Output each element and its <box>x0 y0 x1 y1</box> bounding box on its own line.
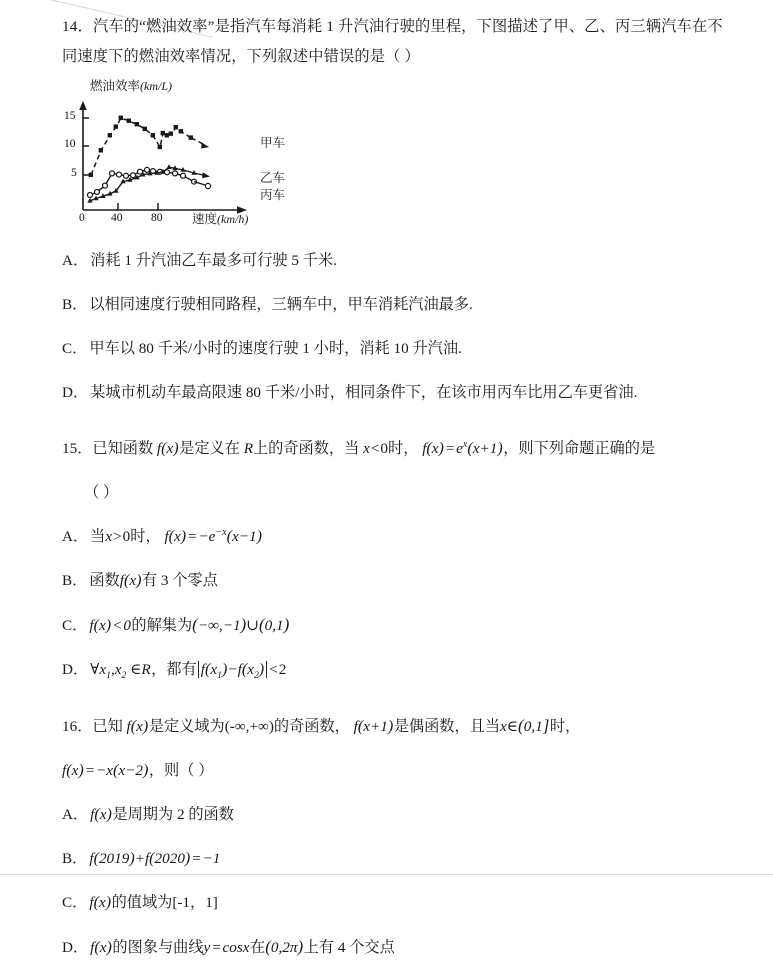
condition-x-lt-0: x<0 <box>363 440 389 457</box>
question-15-stem-line1 <box>62 434 762 464</box>
question-15-mid3: 时， <box>388 440 419 457</box>
question-16-mid2: 的奇函数， <box>273 718 350 735</box>
x-tick-label-40: 40 <box>111 212 123 224</box>
fx-symbol: f(x) <box>126 718 149 735</box>
series-bing-markers <box>88 167 197 197</box>
option-c-post: 的值域为 <box>111 894 173 911</box>
x-axis-caption-main: 速度 <box>192 212 218 226</box>
option-d-curve: y=cosx <box>203 939 250 956</box>
option-c-mid: 的解集为 <box>131 617 193 634</box>
question-16-x-range: x∈(0,1] <box>500 716 550 735</box>
option-a-formula: $f(x)=-e^{-x}(x-1)$ <box>164 526 262 545</box>
option-c-range: [-1，1] <box>172 894 218 911</box>
option-d-mid: 都有 <box>166 661 197 678</box>
question-16-option-a[interactable] <box>62 800 762 830</box>
x-axis-caption-unit: (km/h) <box>217 212 249 226</box>
fx-symbol: f(x) <box>90 939 112 956</box>
domain-R-symbol: R <box>243 440 253 457</box>
question-15-mid2: 上的奇函数，当 <box>252 440 360 457</box>
question-15-option-a[interactable] <box>62 522 762 552</box>
option-b-post: 有 3 个零点 <box>141 572 218 589</box>
option-c-label: C． <box>62 617 88 634</box>
y-axis-ticks <box>83 118 89 175</box>
question-16-prefix: 16．已知 <box>62 718 123 735</box>
option-a-post: 是周期为 2 的函数 <box>112 806 234 823</box>
fx-symbol: f(x) <box>89 894 112 911</box>
y-tick-label-10: 10 <box>64 138 76 150</box>
question-14-stem-line1: 14．汽车的“燃油效率”是指汽车每消耗 1 升汽油行驶的里程，下图描述了甲、乙、丙三辆汽车在不 <box>62 18 723 35</box>
question-16-tail[interactable]: ，则（ ） <box>148 762 214 779</box>
question-16-option-c[interactable] <box>62 888 762 918</box>
option-a-label: A． <box>62 252 89 269</box>
option-b-label: B． <box>62 296 88 313</box>
option-d-text: 某城市机动车最高限速 80 千米/小时，相同条件下，在该市用丙车比用乙车更省油. <box>90 384 638 401</box>
question-16-mid3: 是偶函数，且当 <box>393 718 501 735</box>
question-15-mid1: 是定义在 <box>179 440 240 457</box>
page-bottom-rule <box>0 874 773 875</box>
option-a-condition: x>0 <box>105 528 131 545</box>
question-15-option-c[interactable] <box>62 610 762 641</box>
question-15-option-d[interactable]: D． $\forall x_1,x_2$ ∈R，都有 $f(x_1)-f(x_2) <2$ <box>62 661 287 682</box>
option-b-label: B． <box>62 572 88 589</box>
option-b-label: B． <box>62 850 88 867</box>
x-axis-ticks <box>118 203 158 210</box>
y-tick-label-5: 5 <box>71 167 77 179</box>
option-b-text: 以相同速度行驶相同路程，三辆车中，甲车消耗汽油最多. <box>89 296 473 313</box>
option-d-label: D． <box>62 384 89 401</box>
question-16-option-b[interactable] <box>62 844 762 874</box>
option-d-label: D． <box>62 939 89 956</box>
option-a-label: A． <box>62 806 89 823</box>
fuel-efficiency-chart <box>62 76 352 228</box>
option-d-at: 在 <box>250 939 266 956</box>
option-d-abs-expr: $f(x_1)-f(x_2)$ <box>198 661 267 678</box>
question-14-option-d[interactable] <box>62 378 762 408</box>
option-d-label: D． <box>62 661 89 678</box>
chart-title-unit: (km/L) <box>140 79 173 93</box>
question-14-option-a[interactable] <box>62 246 762 276</box>
option-a-label: A． <box>62 528 89 545</box>
question-14-option-c[interactable] <box>62 334 762 364</box>
question-14 <box>62 12 762 72</box>
option-c-text: 甲车以 80 千米/小时的速度行驶 1 小时，消耗 10 升汽油. <box>89 340 462 357</box>
question-14-stem-line2: 同速度下的燃油效率情况，下列叙述中错误的是（ ） <box>62 48 420 65</box>
question-16-stem-line1 <box>62 711 762 742</box>
x-tick-label-0: 0 <box>79 212 85 224</box>
fx-symbol: f(x) <box>90 806 112 823</box>
series-label-jia-che: 甲车 <box>260 136 286 150</box>
option-d-mid: 的图象与曲线 <box>112 939 204 956</box>
fx-symbol: f(x) <box>156 440 179 457</box>
option-d-interval: (0,2π) <box>265 937 304 956</box>
option-b-prefix: 函数 <box>89 572 120 589</box>
option-d-quantifier: $\forall x_1,x_2$ ∈R <box>90 661 151 682</box>
formula-fx-ex-x-plus-1: $f(x)=e^x(x+1)$ <box>422 438 503 457</box>
question-16-domain: (-∞,+∞) <box>224 718 274 735</box>
question-16-stem-line2 <box>62 756 762 786</box>
option-a-prefix: 当 <box>90 528 106 545</box>
series-label-yi-che: 乙车 <box>260 171 286 185</box>
option-b-expression: f(2019)+f(2020)=−1 <box>89 850 221 867</box>
question-16-formula: f(x)=−x(x−2) <box>62 762 149 779</box>
question-16-mid4: 时， <box>549 718 581 735</box>
option-a-text: 消耗 1 升汽油乙车最多可行驶 5 千米. <box>90 252 337 269</box>
option-d-tail: 上有 4 个交点 <box>303 939 395 956</box>
question-15-prefix: 15．已知函数 <box>62 440 154 457</box>
question-15-suffix: ，则下列命题正确的是 <box>503 440 656 457</box>
x-tick-label-80: 80 <box>151 212 163 224</box>
question-15-answer-blank[interactable]: （ ） <box>84 484 119 501</box>
question-15-option-b[interactable] <box>62 566 762 596</box>
f-x-plus-1-symbol: f(x+1) <box>353 718 394 735</box>
x-axis-caption <box>192 209 248 227</box>
fx-symbol: f(x) <box>119 572 142 589</box>
option-c-solution-set: (−∞,−1)∪(0,1) <box>192 615 290 634</box>
y-axis-arrow <box>79 101 87 110</box>
y-tick-label-15: 15 <box>64 110 76 122</box>
chart-plot-area <box>62 76 352 228</box>
option-a-mid: 时， <box>130 528 161 545</box>
bing-leader-marker <box>205 183 210 188</box>
option-c-label: C． <box>62 340 88 357</box>
option-c-label: C． <box>62 894 88 911</box>
yi-leader-arrow <box>202 172 210 178</box>
chart-title-main: 燃油效率 <box>90 79 141 93</box>
option-c-inequality: f(x)<0 <box>89 617 131 634</box>
question-14-option-b[interactable] <box>62 290 762 320</box>
series-jia-markers <box>89 116 193 177</box>
question-16-mid1: 是定义域为 <box>148 718 225 735</box>
jia-leader-arrow <box>201 142 209 148</box>
series-label-bing-che: 丙车 <box>260 188 286 202</box>
question-16-option-d[interactable] <box>62 932 762 963</box>
